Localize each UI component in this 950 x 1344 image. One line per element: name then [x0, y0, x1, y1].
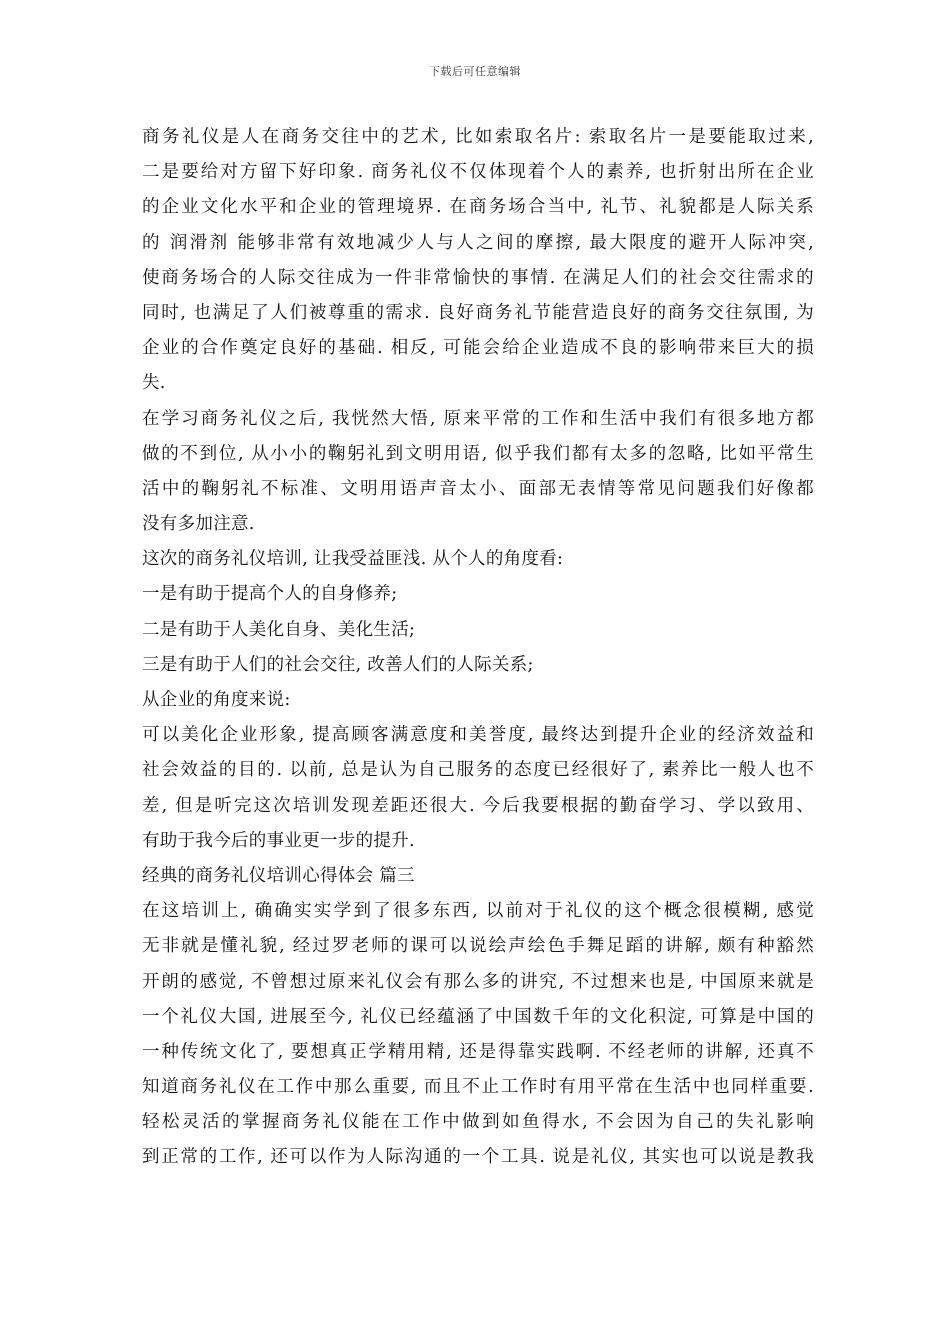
text-line: 一个礼仪大国, 进展至今, 礼仪已经蕴涵了中国数千年的文化积淀, 可算是中国的: [142, 1006, 814, 1027]
text-line: 二是有助于人美化自身、美化生活;: [142, 619, 416, 640]
text-line: 差, 但是听完这次培训发现差距还很大. 今后我要根据的勤奋学习、学以致用、: [142, 795, 814, 816]
text-line: 在这培训上, 确确实实学到了很多东西, 以前对于礼仪的这个概念很模糊, 感觉: [142, 901, 814, 922]
text-line: 到正常的工作, 还可以作为人际沟通的一个工具. 说是礼仪, 其实也可以说是教我: [142, 1147, 814, 1168]
text-line: 二是要给对方留下好印象. 商务礼仪不仅体现着个人的素养, 也折射出所在企业: [142, 162, 814, 183]
text-line: 这次的商务礼仪培训, 让我受益匪浅. 从个人的角度看:: [142, 549, 564, 570]
text-line: 同时, 也满足了人们被尊重的需求. 良好商务礼节能营造良好的商务交往氛围, 为: [142, 302, 814, 323]
text-line: 一种传统文化了, 要想真正学精用精, 还是得靠实践啊. 不经老师的讲解, 还真不: [142, 1041, 814, 1062]
text-line: 经典的商务礼仪培训心得体会 篇三: [142, 865, 415, 886]
text-line: 一是有助于提高个人的自身修养;: [142, 584, 398, 605]
text-line: 知道商务礼仪在工作中那么重要, 而且不止工作时有用平常在生活中也同样重要.: [142, 1077, 814, 1098]
text-line: 社会效益的目的. 以前, 总是认为自己服务的态度已经很好了, 素养比一般人也不: [142, 760, 814, 781]
text-line: 可以美化企业形象, 提高顾客满意度和美誉度, 最终达到提升企业的经济效益和: [142, 725, 814, 746]
text-line: 使商务场合的人际交往成为一件非常愉快的事情. 在满足人们的社会交往需求的: [142, 267, 814, 288]
text-line: 三是有助于人们的社会交往, 改善人们的人际关系;: [142, 654, 534, 675]
text-line: 轻松灵活的掌握商务礼仪能在工作中做到如鱼得水, 不会因为自己的失礼影响: [142, 1112, 814, 1133]
text-line: 的企业文化水平和企业的管理境界. 在商务场合当中, 礼节、礼貌都是人际关系: [142, 197, 814, 218]
text-line: 无非就是懂礼貌, 经过罗老师的课可以说绘声绘色手舞足蹈的讲解, 颇有种豁然: [142, 936, 814, 957]
page-header: 下载后可任意编辑: [429, 65, 521, 78]
text-line: 开朗的感觉, 不曾想过原来礼仪会有那么多的讲究, 不过想来也是, 中国原来就是: [142, 971, 814, 992]
text-line: 失.: [142, 373, 166, 394]
text-line: 有助于我今后的事业更一步的提升.: [142, 830, 415, 851]
text-line: 没有多加注意.: [142, 514, 255, 535]
document-body: [142, 120, 814, 1176]
text-line: 做的不到位, 从小小的鞠躬礼到文明用语, 似乎我们都有太多的忽略, 比如平常生: [142, 443, 814, 464]
text-line: 企业的合作奠定良好的基础. 相反, 可能会给企业造成不良的影响带来巨大的损: [142, 338, 814, 359]
text-line: 从企业的角度来说:: [142, 690, 291, 710]
text-line: 的 润滑剂 能够非常有效地减少人与人之间的摩擦, 最大限度的避开人际冲突,: [142, 232, 814, 253]
text-line: 活中的鞠躬礼不标准、文明用语声音太小、面部无表情等常见问题我们好像都: [142, 478, 814, 499]
text-line: 商务礼仪是人在商务交往中的艺术, 比如索取名片: 索取名片一是要能取过来,: [142, 127, 814, 147]
text-line: 在学习商务礼仪之后, 我恍然大悟, 原来平常的工作和生活中我们有很多地方都: [142, 408, 814, 429]
